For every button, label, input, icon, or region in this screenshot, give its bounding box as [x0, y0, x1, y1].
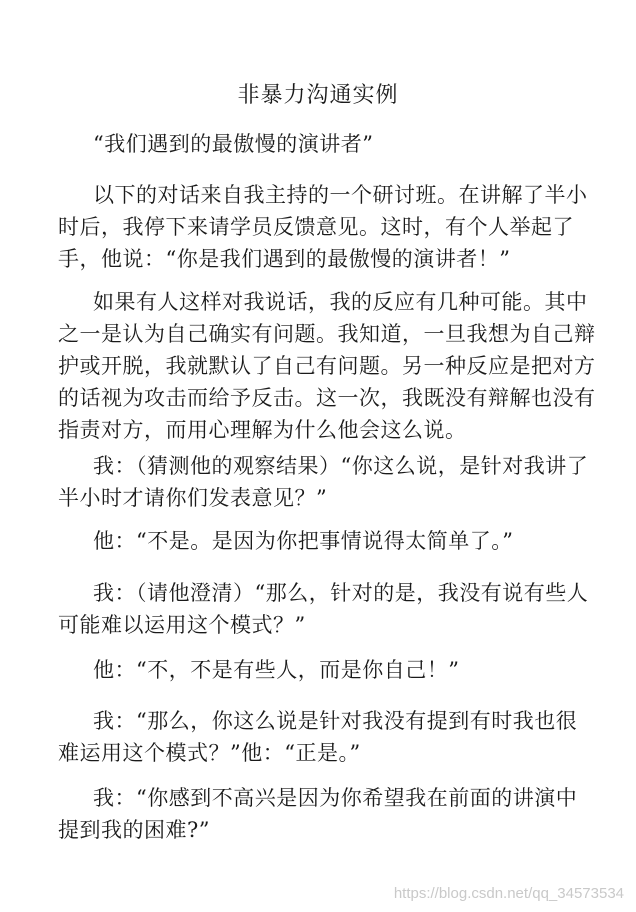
paragraph-3: 我：（猜测他的观察结果）“你这么说，是针对我讲了半小时才请你们发表意见？”	[58, 454, 589, 510]
paragraph-1: 以下的对话来自我主持的一个研讨班。在讲解了半小时后，我停下来请学员反馈意见。这时，有个人举起了手，他说：“你是我们遇到的最傲慢的演讲者！”	[58, 183, 588, 271]
paragraph-4: 他：“不是。是因为你把事情说得太简单了。”	[93, 529, 514, 553]
document-title: 非暴力沟通实例	[237, 83, 399, 108]
watermark-text: https://blog.csdn.net/qq_34573534	[393, 885, 624, 902]
paragraph-5: 我：（请他澄清）“那么，针对的是，我没有说有些人可能难以运用这个模式？”	[58, 581, 589, 637]
paragraph-6: 他：“不，不是有些人，而是你自己！”	[93, 658, 460, 682]
paragraph-2: 如果有人这样对我说话，我的反应有几种可能。其中之一是认为自己确实有问题。我知道，一旦我想为自己辩护或开脱，我就默认了自己有问题。另一种反应是把对方的话视为攻击而给予反击。这一次，我既没有辩解也没有指责对方，而用心理解为什么他会这么说。	[58, 290, 596, 442]
paragraph-8: 我：“你感到不高兴是因为你希望我在前面的讲演中提到我的困难?”	[58, 786, 578, 842]
section-subtitle: “我们遇到的最傲慢的演讲者”	[93, 132, 374, 156]
paragraph-7: 我：“那么，你这么说是针对我没有提到有时我也很难运用这个模式？”他：“正是。”	[58, 709, 578, 765]
